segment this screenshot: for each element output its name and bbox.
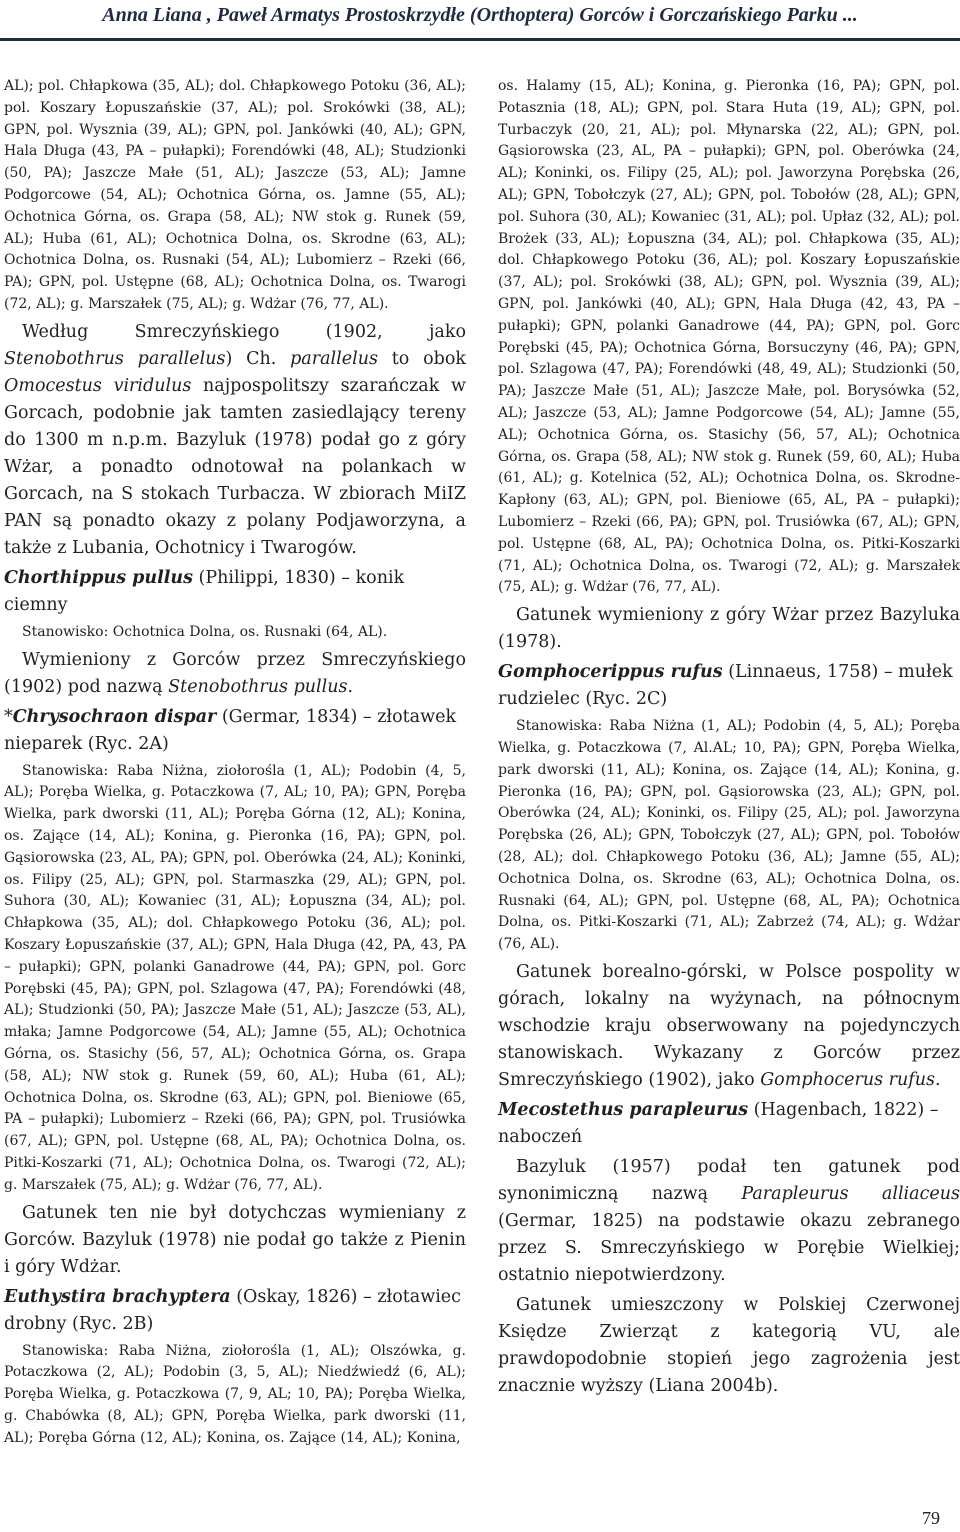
taxon-name: parallelus — [290, 348, 378, 369]
text-run: Według Smreczyńskiego (1902, jako — [22, 321, 466, 342]
page-number: 79 — [922, 1508, 940, 1528]
species-sites: Stanowiska: Raba Niżna, ziołorośla (1, AL); Podobin (4, 5, AL); Poręba Wielka, g. Potaczkowa (7, AL; 10, PA); GPN, Poręba Wielka, park dworski (11, AL); Poręba Górna (12, AL); Konina, os. Zające (14, AL); Konina, g. Pieronka (16, PA); GPN, pol. Gąsiorowska (23, AL, PA); GPN, pol. Oberówka (24, AL); Koninki, os. Filipy (25, AL); GPN, pol. Starmaszka (29, AL); GPN, pol. Suhora (30, AL); Kowaniec (31, AL); Łopuszna (34, AL); pol. Chłapkowa (35, AL); dol. Chłapkowego Potoku (36, AL); pol. Koszary Łopuszańskie (37, AL); GPN, Hala Długa (42, PA, 43, PA – pułapki); GPN, polanki Ganadrowe (44, PA); GPN, pol. Gorc Porębski (45, PA); GPN, pol. Szlagowa (47, PA); Forendówki (48, AL); Studzionki (50, PA); Jaszcze Małe (51, AL); Jaszcze (53, AL), młaka; Jamne Podgorcowe (54, AL); Jamne (55, AL); Ochotnica Górna, os. Stasichy (56, 57, AL); Ochotnica Górna, os. Grapa (58, AL); NW stok g. Runek (59, 60, AL); Huba (61, AL); Ochotnica Dolna, os. Skrodne (63, AL); GPN, pol. Bieniowe (65, PA – pułapki); Lubomierz – Rzeki (66, PA); GPN, pol. Trusiówka (67, AL); GPN, pol. Ustępne (68, AL, PA); Ochotnica Dolna, os. Pitki-Koszarki (71, AL); Ochotnica Dolna, os. Twarogi (72, AL); g. Marszałek (75, AL); g. Wdżar (76, 77, AL). — [4, 762, 466, 1193]
species-note: Gatunek ten nie był dotychczas wymieniany z Gorców. Bazyluk (1978) nie podał go także z Pienin i góry Wdżar. — [4, 1202, 466, 1277]
taxon-name: Omocestus viridulus — [4, 375, 192, 396]
text-run: Bazyluk (1957) podał ten gatunek pod synonimiczną nazwą — [498, 1156, 960, 1204]
left-column — [4, 76, 466, 1449]
text-run: Wymieniony z Gorców przez Smreczyńskiego (1902) pod nazwą — [4, 649, 466, 697]
species-note: Gatunek wymieniony z góry Wżar przez Bazyluka (1978). — [498, 605, 960, 653]
species-note: Gatunek umieszczony w Polskiej Czerwonej Księdze Zwierząt z kategorią VU, ale prawdopodobnie stopień jego zagrożenia jest znacznie wyższy (Liana 2004b). — [498, 1294, 960, 1396]
species-heading — [4, 1284, 466, 1338]
locality-list-continued: AL); pol. Chłapkowa (35, AL); dol. Chłapkowego Potoku (36, AL); pol. Koszary Łopuszańskie (37, AL); pol. Srokówki (38, AL); GPN, pol. Wysznia (39, AL); GPN, pol. Jankówki (40, AL); GPN, Hala Długa (43, PA – pułapki); Forendówki (48, AL); Studzionki (50, PA); Jaszcze Małe (51, AL); Jaszcze (53, AL); Jamne Podgorcowe (54, AL); Ochotnica Górna, os. Jamne (55, AL); Ochotnica Górna, os. Grapa (58, AL); NW stok g. Runek (59, AL); Huba (61, AL); Ochotnica Dolna, os. Skrodne (63, AL); Ochotnica Dolna, os. Rusnaki (54, AL); Lubomierz – Rzeki (66, PA); GPN, pol. Ustępne (68, AL); Ochotnica Dolna, os. Twarogi (72, AL); g. Marszałek (75, AL); g. Wdżar (76, 77, AL). — [4, 78, 466, 312]
text-run: . — [347, 676, 354, 697]
species-note — [498, 959, 960, 1094]
species-name: Chorthippus pullus — [4, 567, 193, 588]
new-record-marker: * — [4, 706, 13, 727]
text-run: Gatunek borealno-górski, w Polsce pospolity w górach, lokalny na wyżynach, na północnym wschodzie kraju obserwowany na pojedynczych stanowiskach. Wykazany z Gorców przez Smreczyńskiego (1902), jako — [498, 961, 960, 1090]
species-author: (Germar, 1834) – złotawek nieparek (Ryc. 2A) — [4, 706, 457, 754]
header-rule — [0, 38, 960, 41]
species-note — [498, 1154, 960, 1289]
species-heading — [498, 659, 960, 713]
species-heading — [4, 565, 466, 619]
species-name: Mecostethus parapleurus — [498, 1099, 749, 1120]
text-run: ) Ch. — [225, 348, 291, 369]
species-sites-continued: os. Halamy (15, AL); Konina, g. Pieronka (16, PA); GPN, pol. Potasznia (18, AL); GPN, pol. Stara Huta (19, AL); GPN, pol. Turbaczyk (20, 21, AL); pol. Młynarska (22, AL); GPN, pol. Gąsiorowska (23, AL, PA – pułapki); GPN, pol. Oberówka (24, AL); Koninki, os. Filipy (25, AL); pol. Jaworzyna Porębska (26, AL); GPN, Tobołczyk (27, AL); GPN, pol. Tobołów (28, AL); GPN, pol. Suhora (30, AL); Kowaniec (31, AL); pol. Upłaz (32, AL); pol. Brożek (33, AL); Łopuszna (34, AL); pol. Chłapkowa (35, AL); dol. Chłapkowego Potoku (36, AL); pol. Koszary Łopuszańskie (37, AL); pol. Srokówki (38, AL); GPN, pol. Wysznia (39, AL); GPN, pol. Jankówki (40, AL); GPN, Hala Długa (42, 43, PA – pułapki); GPN, polanki Ganadrowe (44, PA); GPN, pol. Gorc Porębski (45, PA); Ochotnica Górna, Borsuczyny (46, PA); GPN, pol. Szlagowa (47, PA); Forendówki (48, 49, AL); Studzionki (50, PA); Jaszcze Małe (51, AL); Jaszcze Małe, pol. Borysówka (52, AL); Jaszcze (53, AL); Jamne Podgorcowe (54, AL); Jamne (55, AL); Ochotnica Górna, os. Stasichy (56, 57, AL); Ochotnica Górna, os. Grapa (58, AL); NW stok g. Runek (59, 60, AL); Huba (61, AL); g. Kotelnica (52, AL); Ochotnica Dolna, os. Skrodne-Kapłony (63, AL); GPN, pol. Bieniowe (65, AL, PA – pułapki); Lubomierz – Rzeki (66, PA); GPN, pol. Trusiówka (67, AL); GPN, pol. Ustępne (68, AL, PA); Ochotnica Dolna, os. Pitki-Koszarki (71, AL); Ochotnica Dolna, os. Twarogi (72, AL); g. Marszałek (75, AL); g. Wdżar (76, 77, AL). — [498, 78, 960, 596]
species-heading — [4, 704, 466, 758]
species-discussion — [4, 319, 466, 562]
running-header: Anna Liana , Paweł Armatys Prostoskrzydłe (Orthoptera) Gorców i Gorczańskiego Parku ... — [102, 4, 858, 26]
species-sites: Stanowiska: Raba Niżna (1, AL); Podobin (4, 5, AL); Poręba Wielka, g. Potaczkowa (7, Al.AL; 10, PA); GPN, Poręba Wielka, park dworski (11, AL); Konina, os. Zające (14, AL); Konina, g. Pieronka (16, PA); GPN, pol. Gąsiorowska (23, AL); GPN, pol. Oberówka (24, AL); Koninki, os. Filipy (25, AL); pol. Jaworzyna Porębska (26, AL); GPN, Tobołczyk (27, AL); GPN, pol. Tobołów (28, AL); dol. Chłapkowego Potoku (36, AL); Jamne (55, AL); Ochotnica Dolna, os. Skrodne (63, AL); Ochotnica Dolna, os. Rusnaki (64, AL); GPN, pol. Ustępne (68, AL, PA); Ochotnica Dolna, os. Pitki-Koszarki (71, AL); Zabrzeż (74, AL); g. Wdżar (76, AL). — [498, 718, 960, 953]
species-author: (Linnaeus, 1758) – mułek rudzielec (Ryc. 2C) — [498, 662, 953, 710]
species-name: Gomphocerippus rufus — [498, 662, 723, 683]
species-name: Chrysochraon dispar — [12, 706, 217, 727]
text-run: (Germar, 1825) na podstawie okazu zebranego przez S. Smreczyńskiego w Porębie Wielkiej; ostatnio niepotwierdzony. — [498, 1210, 960, 1285]
text-run: . — [935, 1069, 941, 1090]
taxon-name: Parapleurus alliaceus — [741, 1183, 960, 1204]
taxon-name: Gomphocerus rufus — [760, 1069, 936, 1090]
species-note — [4, 647, 466, 701]
species-name: Euthystira brachyptera — [4, 1286, 231, 1307]
species-author: (Philippi, 1830) – konik ciemny — [4, 567, 405, 615]
species-sites: Stanowisko: Ochotnica Dolna, os. Rusnaki (64, AL). — [22, 623, 388, 640]
species-heading — [498, 1097, 960, 1151]
taxon-name: Stenobothrus pullus — [168, 676, 348, 697]
text-run: to obok — [377, 348, 466, 369]
taxon-name: Stenobothrus parallelus — [4, 348, 226, 369]
species-sites: Stanowiska: Raba Niżna, ziołorośla (1, AL); Olszówka, g. Potaczkowa (2, AL); Podobin (3, 5, AL); Niedźwiedź (6, AL); Poręba Wielka, g. Potaczkowa (7, 9, AL; 10, PA); Poręba Wielka, g. Chabówka (8, AL); GPN, Poręba Wielka, park dworski (11, AL); Poręba Górna (12, AL); Konina, os. Zające (14, AL); Konina, — [4, 1342, 466, 1446]
right-column — [498, 76, 960, 1400]
text-run: najpospolitszy szarańczak w Gorcach, podobnie jak tamten zasiedlający tereny do 1300 m n.p.m. Bazyluk (1978) podał go z góry Wżar, a ponadto odnotował na polankach w Gorcach, na S stokach Turbacza. W zbiorach MiIZ PAN są ponadto okazy z polany Podjaworzyna, a także z Lubania, Ochotnicy i Twarogów. — [4, 375, 466, 558]
species-author: (Hagenbach, 1822) – naboczeń — [498, 1099, 939, 1147]
species-author: (Oskay, 1826) – złotawiec drobny (Ryc. 2B) — [4, 1286, 461, 1334]
